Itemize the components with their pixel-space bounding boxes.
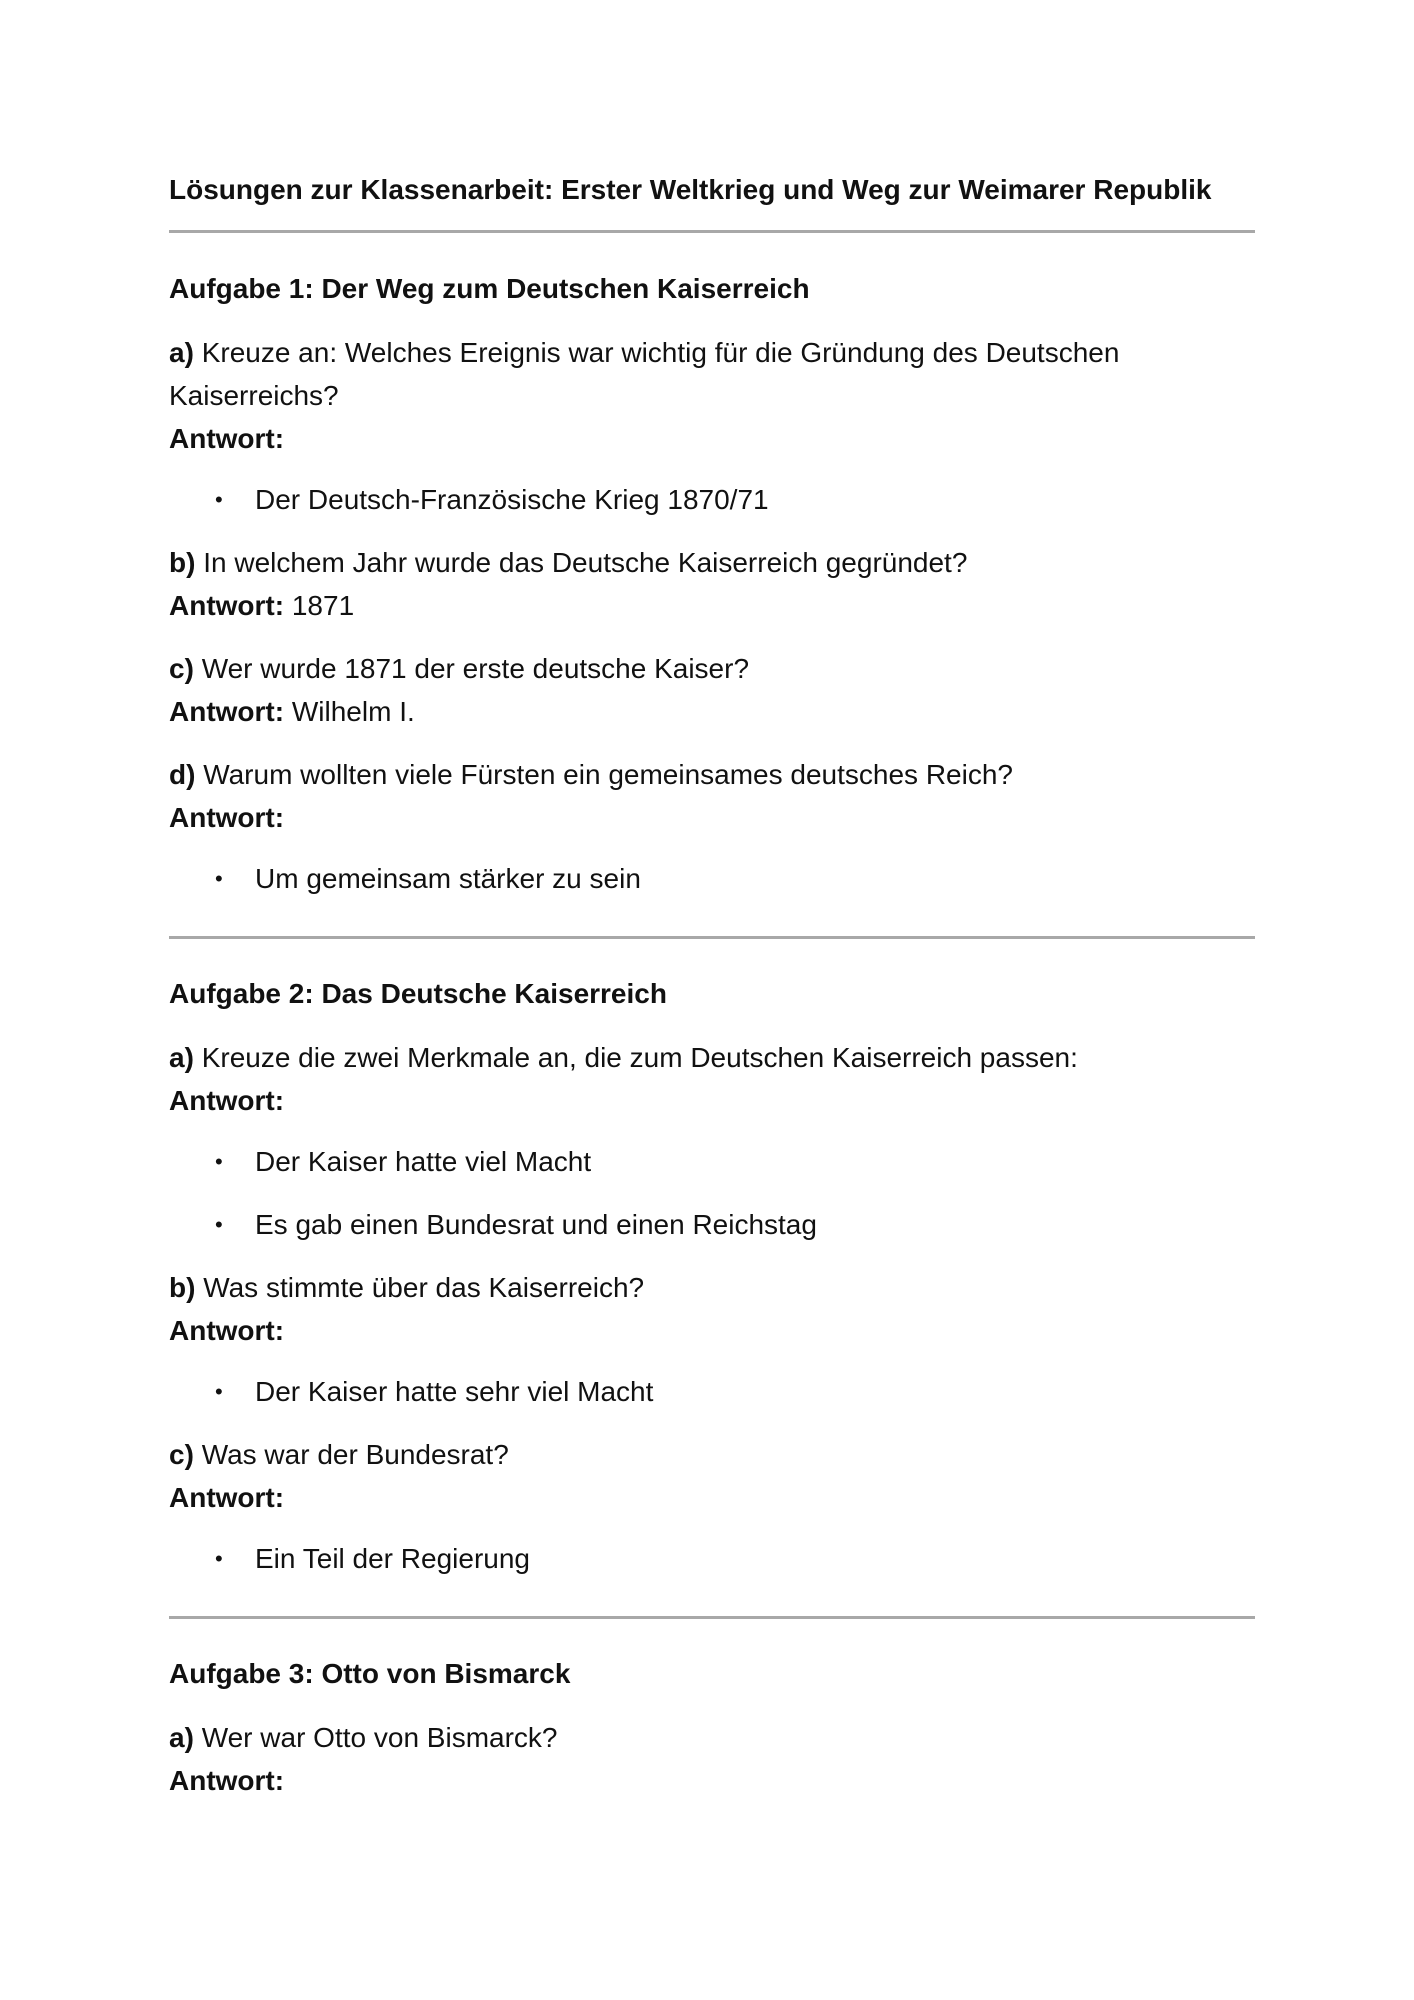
- question-letter: c): [169, 653, 194, 684]
- question-letter: d): [169, 759, 196, 790]
- answer-item: • Um gemeinsam stärker zu sein: [169, 857, 1255, 900]
- question-text: Wer wurde 1871 der erste deutsche Kaiser?: [201, 653, 750, 684]
- section-title: Aufgabe 1: Der Weg zum Deutschen Kaiserreich: [169, 273, 810, 304]
- answer-list: [169, 1140, 1255, 1246]
- question-text-continued: Kaiserreichs?: [169, 380, 339, 411]
- question-2b: [169, 1266, 1255, 1352]
- section-title: Aufgabe 3: Otto von Bismarck: [169, 1658, 571, 1689]
- answer-item: • Ein Teil der Regierung: [169, 1537, 1255, 1580]
- answer-label: Antwort:: [169, 1482, 285, 1513]
- question-letter: b): [169, 1272, 196, 1303]
- question-letter: a): [169, 1042, 194, 1073]
- question-text: Kreuze an: Welches Ereignis war wichtig für die Gründung des Deutschen: [201, 337, 1120, 368]
- question-2c: [169, 1433, 1255, 1519]
- question-letter: c): [169, 1439, 194, 1470]
- question-text: Kreuze die zwei Merkmale an, die zum Deutschen Kaiserreich passen:: [201, 1042, 1078, 1073]
- answer-label: Antwort:: [169, 1765, 285, 1796]
- answer-item: • Der Kaiser hatte sehr viel Macht: [169, 1370, 1255, 1413]
- question-text: Wer war Otto von Bismarck?: [201, 1722, 558, 1753]
- answer-label: Antwort:: [169, 696, 285, 727]
- answer-item: • Der Kaiser hatte viel Macht: [169, 1140, 1255, 1183]
- question-letter: a): [169, 1722, 194, 1753]
- divider: [169, 1616, 1255, 1619]
- answer-value: Wilhelm I.: [291, 696, 415, 727]
- section-title: Aufgabe 2: Das Deutsche Kaiserreich: [169, 978, 667, 1009]
- section-aufgabe-2: [169, 974, 1255, 1580]
- section-aufgabe-1: [169, 269, 1255, 900]
- answer-label: Antwort:: [169, 1315, 285, 1346]
- answer-list: [169, 1537, 1255, 1580]
- document-page: [169, 170, 1255, 1822]
- question-2a: [169, 1036, 1255, 1122]
- question-text: Was stimmte über das Kaiserreich?: [203, 1272, 645, 1303]
- answer-label: Antwort:: [169, 590, 285, 621]
- answer-label: Antwort:: [169, 423, 285, 454]
- answer-list: [169, 1370, 1255, 1413]
- answer-list: [169, 478, 1255, 521]
- answer-item: • Der Deutsch-Französische Krieg 1870/71: [169, 478, 1255, 521]
- section-aufgabe-3: [169, 1654, 1255, 1802]
- question-letter: b): [169, 547, 196, 578]
- divider: [169, 936, 1255, 939]
- document-title: Lösungen zur Klassenarbeit: Erster Weltkrieg und Weg zur Weimarer Republik: [169, 174, 1212, 205]
- question-text: In welchem Jahr wurde das Deutsche Kaiserreich gegründet?: [203, 547, 968, 578]
- question-1a: [169, 331, 1255, 460]
- question-text: Was war der Bundesrat?: [201, 1439, 509, 1470]
- answer-list: [169, 857, 1255, 900]
- question-3a: [169, 1716, 1255, 1802]
- question-1c: [169, 647, 1255, 733]
- divider: [169, 230, 1255, 233]
- question-1b: [169, 541, 1255, 627]
- answer-item: • Es gab einen Bundesrat und einen Reichstag: [169, 1203, 1255, 1246]
- question-1d: [169, 753, 1255, 839]
- answer-label: Antwort:: [169, 1085, 285, 1116]
- answer-value: 1871: [291, 590, 355, 621]
- question-text: Warum wollten viele Fürsten ein gemeinsames deutsches Reich?: [203, 759, 1013, 790]
- question-letter: a): [169, 337, 194, 368]
- answer-label: Antwort:: [169, 802, 285, 833]
